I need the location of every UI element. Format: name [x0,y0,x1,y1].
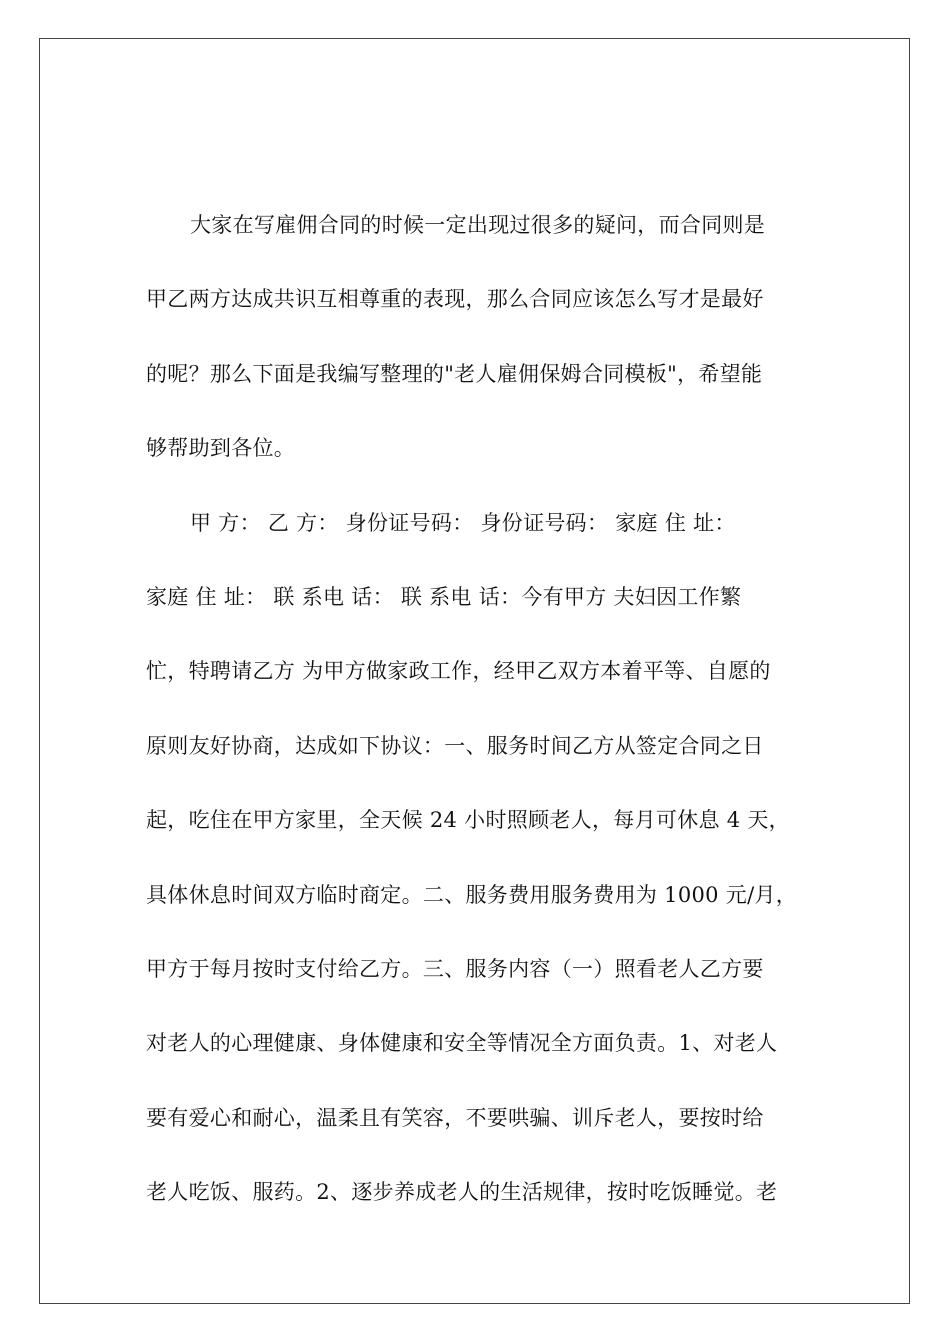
text-line: 起，吃住在甲方家里，全天候 24 小时照顾老人，每月可休息 4 天， [146,808,790,833]
text-line: 具体休息时间双方临时商定。二、服务费用服务费用为 1000 元/月， [146,882,798,907]
paragraph-intro [146,188,806,486]
text-line: 对老人的心理健康、身体健康和安全等情况全方面负责。1、对老人 [146,1031,778,1056]
text-line: 的呢？那么下面是我编写整理的"老人雇佣保姆合同模板"，希望能 [146,361,763,386]
text-line: 够帮助到各位。 [146,436,296,461]
text-line: 甲方于每月按时支付给乙方。三、服务内容（一）照看老人乙方要 [146,956,764,981]
text-line: 甲 方： 乙 方： 身份证号码： 身份证号码： 家庭 住 址： [190,510,736,535]
text-line: 甲乙两方达成共识互相尊重的表现，那么合同应该怎么写才是最好 [146,287,764,312]
document-body [146,188,806,1229]
paragraph-contract [146,486,806,1230]
text-line: 大家在写雇佣合同的时候一定出现过很多的疑问，而合同则是 [190,213,766,237]
text-line: 原则友好协商，达成如下协议：一、服务时间乙方从签定合同之日 [146,733,764,758]
text-line: 忙，特聘请乙方 为甲方做家政工作，经甲乙双方本着平等、自愿的 [146,659,771,684]
text-line: 老人吃饭、服药。2、逐步养成老人的生活规律，按时吃饭睡觉。老 [146,1180,778,1205]
text-line: 家庭 住 址： 联 系电 话： 联 系电 话：今有甲方 夫妇因工作繁 [146,584,742,609]
text-line: 要有爱心和耐心，温柔且有笑容，不要哄骗、训斥老人，要按时给 [146,1105,764,1130]
